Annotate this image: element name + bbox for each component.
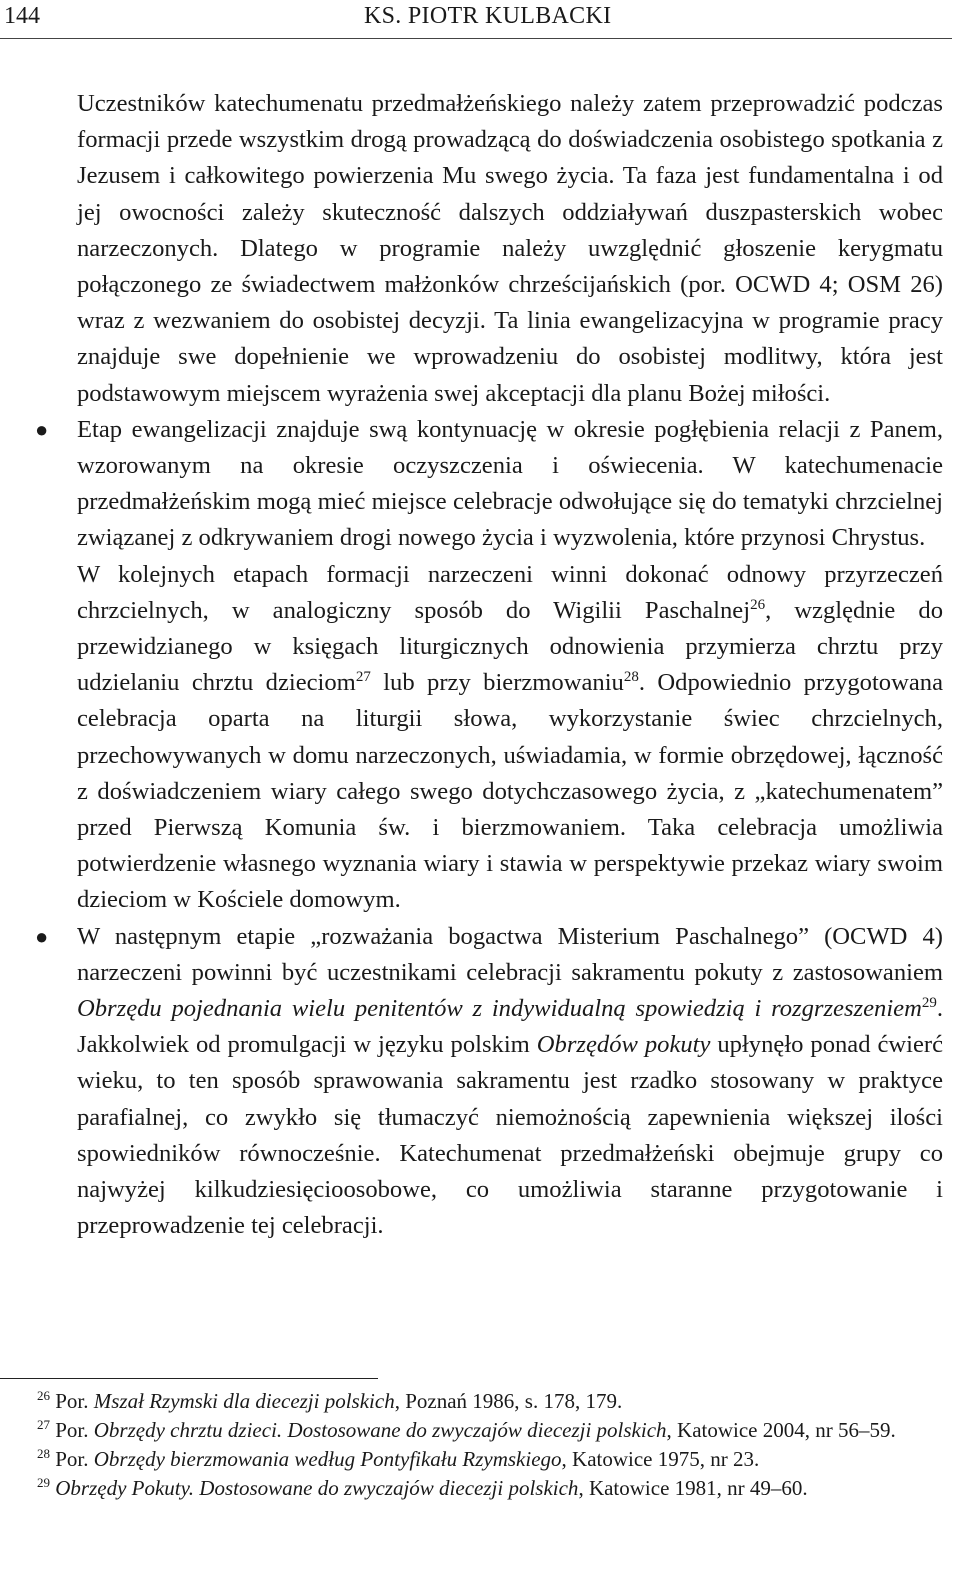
page-header xyxy=(0,0,960,40)
footnote-title: Obrzędy chrztu dzieci. Dostosowane do zwyczajów diecezji polskich xyxy=(93,1418,667,1442)
paragraph-2-text-d: . Odpowiednio przygotowana celebracja oparta na liturgii słowa, wykorzystanie świec chrzcielnych, przechowywanych w domu narzeczonych, uświadamia, w formie obrzędowej, łączność z doświadczeniem wiary całego swego dotychczasowego życia, z „katechumenatem” przed Pierwszą Komunia św. i bierzmowaniem. Taka celebracja umożliwia potwierdzenie własnego wyznania wiary i stawia w perspektywie przekaz wiary swoim dzieciom w Kościele domowym. xyxy=(77,669,943,914)
footnote-details: , Poznań 1986, s. 178, 179. xyxy=(394,1389,623,1413)
bullet-item-1-text: Etap ewangelizacji znajduje swą kontynuację w okresie pogłębienia relacji z Panem, wzorowanym na okresie oczyszczenia i oświecenia. W katechumenacie przedmałżeńskim mogą mieć miejsce celebracje odwołujące się do tematyki chrzcielnej związanej z odkrywaniem drogi nowego życia i wyzwolenia, które przynosi Chrystus. xyxy=(77,415,943,552)
footnote-details: , Katowice 2004, nr 56–59. xyxy=(666,1418,896,1442)
footnote-rule xyxy=(0,1378,378,1379)
footnote-number: 27 xyxy=(37,1417,50,1432)
footnote-title: Obrzędy bierzmowania według Pontyfikału Rzymskiego xyxy=(93,1447,562,1471)
header-rule xyxy=(0,38,952,39)
paragraph-2-text-b: , względnie do przewidzianego w księgach liturgicznych odnowienia przymierza chrztu przy udzielaniu chrztu dzieciom xyxy=(77,596,943,697)
paragraph-2-text-c: lub przy bierzmowaniu xyxy=(370,669,624,697)
footnote-prefix: Por. xyxy=(55,1418,94,1442)
footnote-details: , Katowice 1981, nr 49–60. xyxy=(578,1476,808,1500)
footnote-prefix: Por. xyxy=(55,1389,94,1413)
bullet-item-2-text xyxy=(77,919,943,1245)
bullet-icon: ● xyxy=(35,923,49,949)
footnote-29 xyxy=(0,1474,943,1503)
bullet-item-2 xyxy=(35,919,943,1245)
footnotes xyxy=(0,1387,943,1503)
bullet-item-1 xyxy=(35,412,943,557)
bullet-icon: ● xyxy=(35,416,49,442)
footnote-ref-28: 28 xyxy=(623,669,639,686)
paragraph-2-text-a: W kolejnych etapach formacji narzeczeni winni dokonać odnowy przyrzeczeń chrzcielnych, w analogiczny sposób do Wigilii Paschalnej xyxy=(77,560,943,624)
main-text xyxy=(35,86,943,1245)
book-title-obrzedy-pokuty: Obrzędów pokuty xyxy=(536,1031,711,1059)
footnote-number: 26 xyxy=(37,1388,50,1403)
bullet-item-2-text-b: . Jakkolwiek od promulgacji w języku polskim xyxy=(77,995,943,1059)
footnote-number: 28 xyxy=(37,1446,50,1461)
paragraph-1: Uczestników katechumenatu przedmałżeńskiego należy zatem przeprowadzić podczas formacji przede wszystkim drogą prowadzącą do doświadczenia osobistego spotkania z Jezusem i całkowitego powierzenia Mu swego życia. Ta faza jest fundamentalna i od jej owocności zależy skuteczność dalszych oddziaływań duszpasterskich wobec narzeczonych. Dlatego w programie należy uwzględnić głoszenie kerygmatu połączonego ze świadectwem małżonków chrześcijańskich (por. OCWD 4; OSM 26) wraz z wezwaniem do osobistej decyzji. Ta linia ewangelizacyjna w programie pracy znajduje swe dopełnienie we wprowadzeniu do osobistej modlitwy, która jest podstawowym miejscem wyrażenia swej akceptacji dla planu Bożej miłości. xyxy=(77,90,943,407)
bullet-item-2-text-a: W następnym etapie „rozważania bogactwa Misterium Paschalnego” (OCWD 4) narzeczeni powinni być uczestnikami celebracji sakramentu pokuty z zastosowaniem xyxy=(77,922,943,986)
running-head: KS. PIOTR KULBACKI xyxy=(364,3,612,29)
page-number: 144 xyxy=(4,3,40,29)
footnote-number: 29 xyxy=(37,1475,50,1490)
book-title-obrzed-pojednania: Obrzędu pojednania wielu penitentów z indywidualną spowiedzią i rozgrzeszeniem xyxy=(77,995,922,1023)
footnote-28 xyxy=(0,1445,943,1474)
footnote-details: , Katowice 1975, nr 23. xyxy=(561,1447,760,1471)
footnote-ref-26: 26 xyxy=(750,596,766,613)
bullet-item-2-text-c: upłynęło ponad ćwierć wieku, to ten sposób sprawowania sakramentu jest rzadko stosowany w praktyce parafialnej, co zwykło się tłumaczyć niemożnością zapewnienia większej ilości spowiedników równocześnie. Katechumenat przedmałżeński obejmuje grupy co najwyżej kilkudziesięcioosobowe, co umożliwia staranne przygotowanie i przeprowadzenie tej celebracji. xyxy=(77,1031,943,1240)
footnote-title: Obrzędy Pokuty. Dostosowane do zwyczajów diecezji polskich xyxy=(55,1476,579,1500)
footnote-ref-29: 29 xyxy=(921,994,937,1011)
footnote-prefix: Por. xyxy=(55,1447,94,1471)
footnote-26 xyxy=(0,1387,943,1416)
footnote-27 xyxy=(0,1416,943,1445)
paragraph-2 xyxy=(77,557,943,919)
footnote-ref-27: 27 xyxy=(355,669,371,686)
footnote-title: Mszał Rzymski dla diecezji polskich xyxy=(93,1389,395,1413)
